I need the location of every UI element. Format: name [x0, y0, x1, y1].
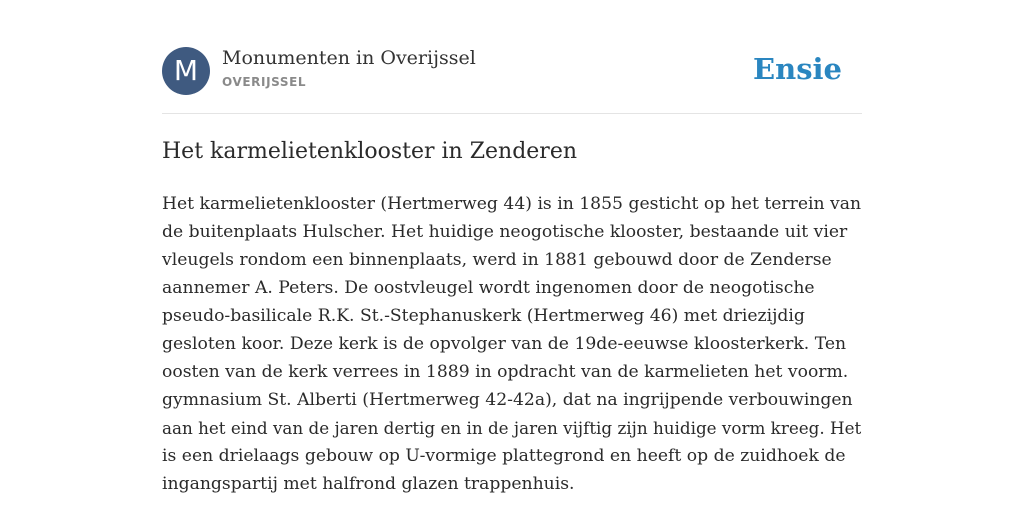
header-divider [162, 113, 862, 114]
article-body-line: oosten van de kerk verrees in 1889 in opdracht van de karmelieten het voorm. [162, 362, 849, 382]
article-body-line: pseudo-basilicale R.K. St.-Stephanuskerk (Hertmerweg 46) met driezijdig [162, 306, 805, 326]
article-body-line: vleugels rondom een binnenplaats, werd in 1881 gebouwd door de Zenderse [162, 250, 832, 270]
collection-subtitle: OVERIJSSEL [222, 75, 307, 89]
article-body-line: Het karmelietenklooster (Hertmerweg 44) is in 1855 gesticht op het terrein van [162, 194, 862, 214]
article-body-line: gesloten koor. Deze kerk is de opvolger van de 19de-eeuwse kloosterkerk. Ten [162, 334, 847, 354]
avatar[interactable]: M [162, 47, 210, 95]
article-body-line: de buitenplaats Hulscher. Het huidige neogotische klooster, bestaande uit vier [162, 222, 848, 242]
ensie-logo[interactable]: Ensie [753, 52, 842, 86]
collection-header [162, 46, 862, 96]
article-title: Het karmelietenklooster in Zenderen [162, 139, 578, 164]
article-body-line: aannemer A. Peters. De oostvleugel wordt ingenomen door de neogotische [162, 278, 815, 298]
article-body-line: gymnasium St. Alberti (Hertmerweg 42-42a), dat na ingrijpende verbouwingen [162, 390, 853, 410]
article-body-line: is een drielaags gebouw op U-vormige plattegrond en heeft op de zuidhoek de [162, 446, 846, 466]
article-body-line: aan het eind van de jaren dertig en in de jaren vijftig zijn huidige vorm kreeg. Het [162, 418, 862, 438]
collection-title[interactable]: Monumenten in Overijssel [222, 47, 476, 69]
article-body [162, 190, 862, 498]
article-body-line: ingangspartij met halfrond glazen trappenhuis. [162, 474, 575, 494]
